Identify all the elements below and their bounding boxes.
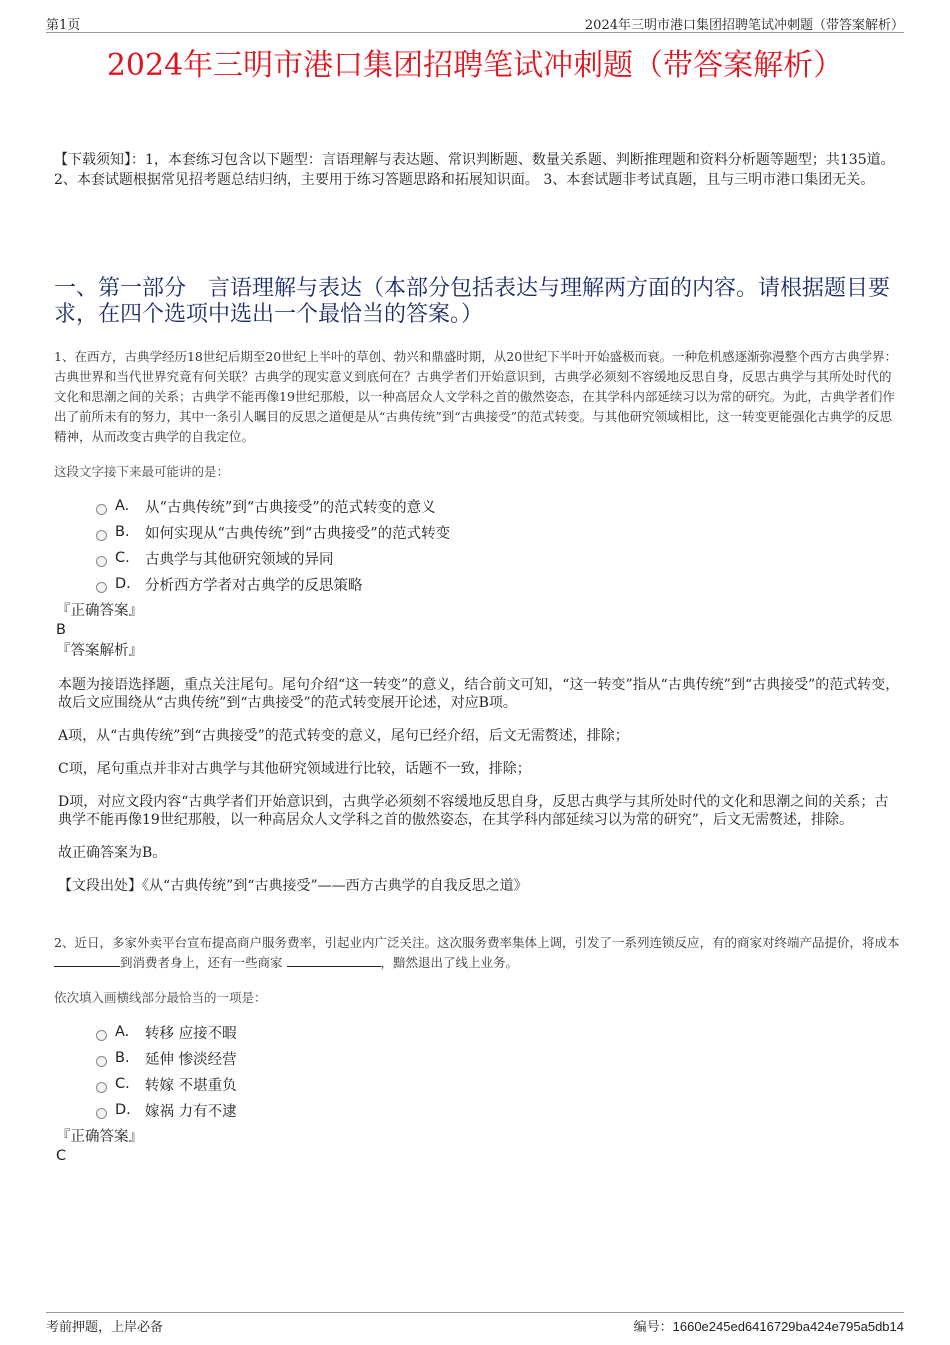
option-key: C.	[115, 1076, 130, 1092]
answer-label: 『正确答案』	[56, 603, 143, 619]
download-notice: 【下载须知】：1，本套练习包含以下题型：言语理解与表达题、常识判断题、数量关系题、判断推理题和资料分析题等题型；共135道。 2、本套试题根据常见招考题总结归纳，主要用于练习答题思路和拓展知识面。 3、本套试题非考试真题，且与三明市港口集团无关。	[54, 152, 895, 188]
question-1-prompt: 这段文字接下来最可能讲的是：	[54, 464, 230, 479]
analysis-body	[58, 676, 900, 910]
option-text: 转移 应接不暇	[145, 1025, 237, 1042]
option-key: B.	[115, 1050, 130, 1066]
radio-icon[interactable]	[96, 556, 107, 567]
page-header	[46, 14, 904, 33]
analysis-paragraph: D项，对应文段内容“古典学者们开始意识到，古典学必须刻不容缓地反思自身，反思古典学与其所处时代的文化和思潮之间的关系；古典学不能再像19世纪那般，以一种高居众人文学科之首的傲然姿态，在其学科内部延续习以为常的研究”，后文无需赘述，排除。	[58, 794, 889, 828]
question-1-options	[96, 493, 450, 597]
option-a[interactable]	[96, 493, 450, 519]
option-c[interactable]	[96, 545, 450, 571]
option-text: 古典学与其他研究领域的异同	[145, 551, 334, 568]
option-key: C.	[115, 550, 130, 566]
option-text: 延伸 惨淡经营	[145, 1051, 237, 1068]
source-citation: 【文段出处】《从“古典传统”到“古典接受”——西方古典学的自我反思之道》	[58, 878, 528, 894]
document-id: 编号：1660e245ed6416729ba424e795a5db14	[633, 1319, 904, 1334]
option-text: 嫁祸 力有不逮	[145, 1103, 237, 1120]
radio-icon[interactable]	[96, 504, 107, 515]
option-key: D.	[115, 1102, 131, 1118]
page-number: 第1页	[46, 18, 81, 33]
document-title: 2024年三明市港口集团招聘笔试冲刺题（带答案解析）	[106, 48, 844, 83]
analysis-paragraph: A项，从“古典传统”到“古典接受”的范式转变的意义，尾句已经介绍，后文无需赘述，排除；	[58, 728, 629, 744]
stem-text: 2、近日，多家外卖平台宣布提高商户服务费率，引起业内广泛关注。这次服务费率集体上调，引发了一系列连锁反应，有的商家对终端产品提价，将成本	[54, 935, 900, 950]
page-footer	[46, 1312, 904, 1335]
option-key: A.	[115, 498, 130, 514]
option-text: 分析西方学者对古典学的反思策略	[145, 577, 363, 594]
analysis-paragraph: C项，尾句重点并非对古典学与其他研究领域进行比较，话题不一致，排除；	[58, 761, 531, 777]
radio-icon[interactable]	[96, 1056, 107, 1067]
radio-icon[interactable]	[96, 530, 107, 541]
answer-value: B	[56, 622, 66, 638]
question-2-stem	[54, 933, 900, 973]
question-2-options	[96, 1019, 237, 1123]
stem-text: 到消费者身上，还有一些商家	[120, 955, 283, 970]
blank-1	[54, 954, 120, 967]
option-key: B.	[115, 524, 130, 540]
option-b[interactable]	[96, 1045, 237, 1071]
option-d[interactable]	[96, 1097, 237, 1123]
stem-text: ，黯然退出了线上业务。	[380, 955, 519, 970]
option-d[interactable]	[96, 571, 450, 597]
option-text: 转嫁 不堪重负	[145, 1077, 237, 1094]
option-a[interactable]	[96, 1019, 237, 1045]
analysis-label: 『答案解析』	[56, 643, 143, 659]
radio-icon[interactable]	[96, 1030, 107, 1041]
question-2-prompt: 依次填入画横线部分最恰当的一项是：	[54, 990, 267, 1005]
footer-slogan: 考前押题，上岸必备	[46, 1320, 164, 1335]
option-text: 如何实现从“古典传统”到“古典接受”的范式转变	[145, 525, 451, 542]
answer-label: 『正确答案』	[56, 1129, 143, 1145]
answer-value: C	[56, 1148, 67, 1164]
radio-icon[interactable]	[96, 1082, 107, 1093]
option-key: D.	[115, 576, 131, 592]
analysis-paragraph: 本题为接语选择题，重点关注尾句。尾句介绍“这一转变”的意义，结合前文可知，“这一转变”指从“古典传统”到“古典接受”的范式转变，故后文应围绕从“古典传统”到“古典接受”的范式转变展开论述，对应B项。	[58, 677, 900, 711]
option-b[interactable]	[96, 519, 450, 545]
header-doc-title: 2024年三明市港口集团招聘笔试冲刺题（带答案解析）	[584, 18, 904, 33]
radio-icon[interactable]	[96, 1108, 107, 1119]
option-text: 从“古典传统”到“古典接受”的范式转变的意义	[145, 499, 436, 516]
radio-icon[interactable]	[96, 582, 107, 593]
option-c[interactable]	[96, 1071, 237, 1097]
section-title: 一、第一部分 言语理解与表达（本部分包括表达与理解两方面的内容。请根据题目要求，在四个选项中选出一个最恰当的答案。）	[54, 276, 891, 327]
analysis-paragraph: 故正确答案为B。	[58, 845, 167, 861]
question-1-stem: 1、在西方，古典学经历18世纪后期至20世纪上半叶的草创、勃兴和鼎盛时期，从20世纪下半叶开始盛极而衰。一种危机感逐渐弥漫整个西方古典学界：古典世界和当代世界究竟有何关联？古典学的现实意义到底何在？古典学者们开始意识到，古典学必须刻不容缓地反思自身，反思古典学与其所处时代的文化和思潮之间的关系；古典学不能再像19世纪那般，以一种高居众人文学科之首的傲然姿态，在其学科内部延续习以为常的研究。为此，古典学者们作出了前所未有的努力，其中一条引人瞩目的反思之道便是从“古典传统”到“古典接受”的范式转变。与其他研究领域相比，这一转变更能强化古典学的反思精神，从而改变古典学的自我定位。	[54, 349, 898, 444]
blank-2	[287, 954, 381, 967]
option-key: A.	[115, 1024, 130, 1040]
